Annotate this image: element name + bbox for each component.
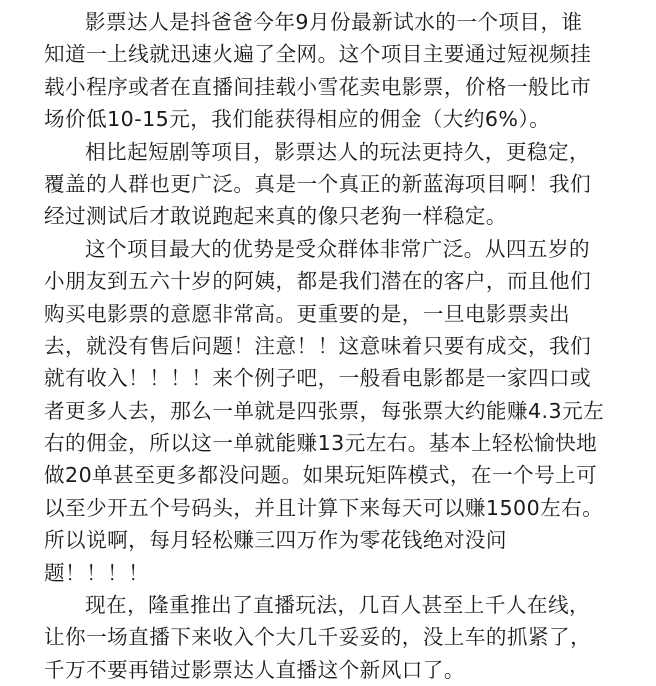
text-line: 相比起短剧等项目，影票达人的玩法更持久，更稳定，	[85, 139, 591, 164]
text-line: 让你一场直播下来收入个大几千妥妥的，没上车的抓紧了，	[44, 625, 592, 650]
text-line: 者更多人去，那么一单就是四张票，每张票大约能赚4.3元左	[44, 398, 605, 423]
paragraph-4	[44, 589, 624, 686]
text-line: 这个项目最大的优势是受众群体非常广泛。从四五岁的	[85, 236, 591, 261]
text-line: 做20单甚至更多都没问题。如果玩矩阵模式，在一个号上可	[44, 463, 598, 488]
text-line: 经过测试后才敢说跑起来真的像只老狗一样稳定。	[44, 204, 507, 229]
text-line: 场价低10-15元，我们能获得相应的佣金（大约6%）。	[44, 107, 551, 132]
text-line: 右的佣金，所以这一单就能赚13元左右。基本上轻松愉快地	[44, 431, 598, 456]
text-line: 知道一上线就迅速火遍了全网。这个项目主要通过短视频挂	[44, 42, 592, 67]
text-line: 影票达人是抖爸爸今年9月份最新试水的一个项目，谁	[85, 10, 583, 34]
paragraph-2	[44, 136, 624, 233]
text-line: 购买电影票的意愿非常高。更重要的是，一旦电影票卖出	[44, 301, 571, 326]
text-line: 千万不要再错过影票达人直播这个新风口了。	[44, 657, 465, 682]
text-line: 覆盖的人群也更广泛。真是一个真正的新蓝海项目啊！我们	[44, 171, 592, 196]
text-line: 所以说啊，每月轻松赚三四万作为零花钱绝对没问	[44, 528, 507, 553]
text-line: 就有收入！！！！来个例子吧，一般看电影都是一家四口或	[44, 366, 592, 391]
text-line: 现在，隆重推出了直播玩法，几百人甚至上千人在线，	[85, 593, 591, 618]
text-line: 题！！！！	[44, 560, 150, 585]
text-line: 小朋友到五六十岁的阿姨，都是我们潜在的客户，而且他们	[44, 269, 592, 294]
text-line: 载小程序或者在直播间挂载小雪花卖电影票，价格一般比市	[44, 74, 592, 99]
paragraph-3	[44, 233, 624, 589]
article-body	[44, 6, 624, 686]
text-line: 去，就没有售后问题！注意！！这意味着只要有成交，我们	[44, 333, 592, 358]
paragraph-1	[44, 6, 624, 136]
text-line: 以至少开五个号码头，并且计算下来每天可以赚1500左右。	[44, 495, 604, 520]
